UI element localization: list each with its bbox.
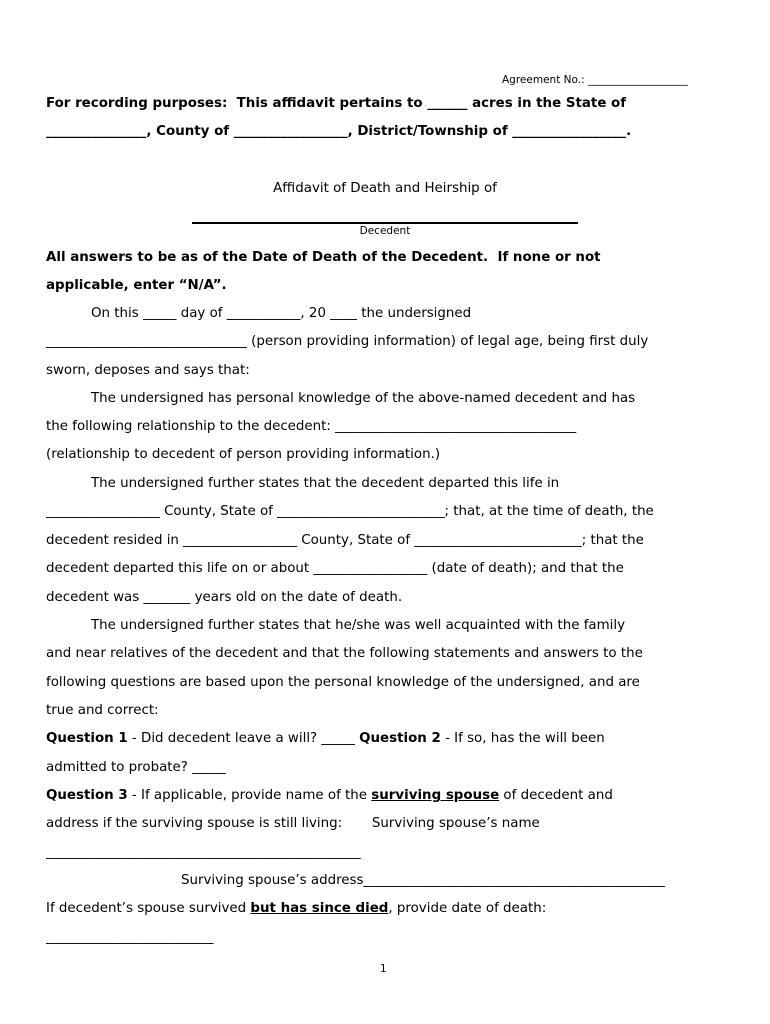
date-of-death-blank[interactable]: _________________________	[46, 930, 214, 945]
affidavit-heading: Affidavit of Death and Heirship of	[273, 181, 497, 196]
question-3-label: Question 3	[46, 788, 128, 803]
question-1-text: - Did decedent leave a will? _____	[127, 731, 360, 746]
recording-line-2: _______________, County of _________________, District/Township of _________________.	[46, 124, 632, 139]
since-died-emphasis: but has since died	[250, 901, 389, 916]
question-3-tail: of decedent and	[499, 788, 613, 803]
paragraph-2-line-3: (relationship to decedent of person providing information.)	[46, 447, 441, 462]
paragraph-3-line-3: decedent resided in _________________ County, State of _________________________; that the	[46, 533, 644, 548]
paragraph-3-line-5: decedent was _______ years old on the date of death.	[46, 590, 403, 605]
paragraph-1-line-2: ______________________________ (person providing information) of legal age, being first duly	[46, 334, 649, 349]
paragraph-4-line-4: true and correct:	[46, 703, 159, 718]
paragraph-2-line-1: The undersigned has personal knowledge of the above-named decedent and has	[91, 391, 636, 406]
paragraph-1-line-3: sworn, deposes and says that:	[46, 363, 250, 378]
decedent-caption: Decedent	[359, 225, 411, 237]
question-2-continuation: admitted to probate? _____	[46, 760, 226, 775]
instructions-line-2: applicable, enter “N/A”.	[46, 278, 227, 293]
instructions-line-1: All answers to be as of the Date of Death of the Decedent. If none or not	[46, 250, 601, 265]
paragraph-3-line-4: decedent departed this life on or about _________________ (date of death); and that the	[46, 561, 624, 576]
spouse-address-line: Surviving spouse’s address_____________________________________________	[181, 873, 665, 888]
spouse-died-prefix: If decedent’s spouse survived	[46, 901, 251, 916]
question-3-line-2: address if the surviving spouse is still living: Surviving spouse’s name	[46, 816, 540, 831]
question-1-label: Question 1	[46, 731, 128, 746]
recording-line-1: For recording purposes: This affidavit pertains to ______ acres in the State of	[46, 96, 627, 111]
paragraph-2-line-2: the following relationship to the decedent: ____________________________________	[46, 419, 577, 434]
paragraph-1-line-1: On this _____ day of ___________, 20 ____ the undersigned	[91, 306, 472, 321]
paragraph-3-line-1: The undersigned further states that the decedent departed this life in	[91, 476, 560, 491]
paragraph-4-line-3: following questions are based upon the personal knowledge of the undersigned, and are	[46, 675, 640, 690]
agreement-number: Agreement No.: ___________________	[502, 74, 688, 86]
question-1-2-line	[46, 731, 605, 747]
page-number: 1	[380, 963, 387, 975]
question-3-line	[46, 788, 613, 804]
question-2-text: - If so, has the will been	[440, 731, 605, 746]
surviving-spouse-emphasis: surviving spouse	[371, 788, 500, 803]
paragraph-4-line-2: and near relatives of the decedent and that the following statements and answers to the	[46, 646, 643, 661]
spouse-died-line	[46, 901, 546, 917]
question-3-text: - If applicable, provide name of the	[127, 788, 372, 803]
paragraph-3-line-2: _________________ County, State of _________________________; that, at the time of death, the	[46, 504, 654, 519]
question-2-label: Question 2	[359, 731, 441, 746]
paragraph-4-line-1: The undersigned further states that he/she was well acquainted with the family	[91, 618, 626, 633]
spouse-died-suffix: , provide date of death:	[388, 901, 547, 916]
spouse-name-blank[interactable]: _______________________________________________	[46, 845, 361, 860]
